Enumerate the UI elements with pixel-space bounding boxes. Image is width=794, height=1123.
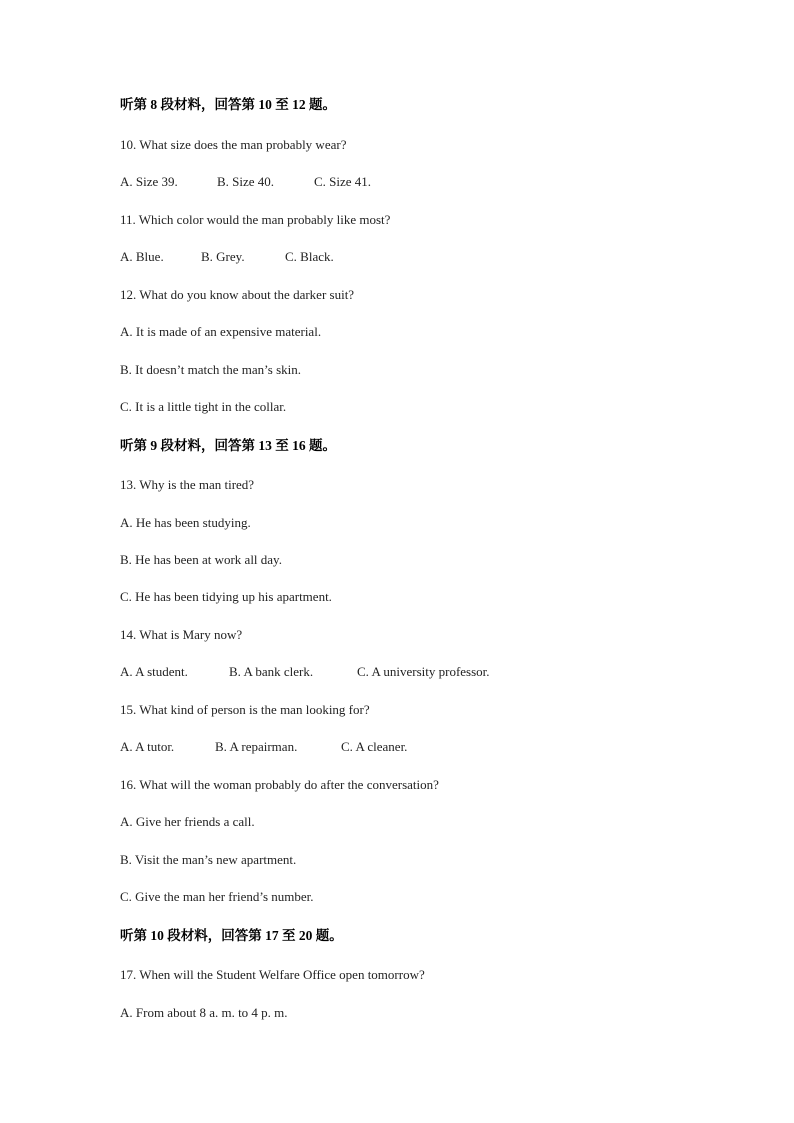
question-13-option-a: A. He has been studying. bbox=[120, 515, 251, 530]
question-16-option-a: A. Give her friends a call. bbox=[120, 814, 255, 829]
question-11-options bbox=[120, 249, 334, 265]
question-15-option-a: A. A tutor. bbox=[120, 739, 175, 754]
question-10-option-a: A. Size 39. bbox=[120, 174, 178, 189]
question-13-option-b: B. He has been at work all day. bbox=[120, 552, 282, 567]
question-15-options bbox=[120, 739, 407, 755]
question-13-option-c: C. He has been tidying up his apartment. bbox=[120, 589, 332, 604]
section-heading-9: 听第 9 段材料，回答第 13 至 16 题。 bbox=[120, 438, 336, 453]
question-15-option-c: C. A cleaner. bbox=[341, 739, 408, 754]
question-12-stem: 12. What do you know about the darker suit? bbox=[120, 287, 355, 302]
question-14-options bbox=[120, 664, 490, 680]
question-11-option-b: B. Grey. bbox=[201, 249, 245, 264]
question-13-stem: 13. Why is the man tired? bbox=[120, 477, 255, 492]
question-10-option-b: B. Size 40. bbox=[217, 174, 275, 189]
question-16-option-b: B. Visit the man’s new apartment. bbox=[120, 852, 297, 867]
question-17-stem: 17. When will the Student Welfare Office open tomorrow? bbox=[120, 967, 425, 982]
question-14-option-b: B. A bank clerk. bbox=[229, 664, 314, 679]
question-11-stem: 11. Which color would the man probably like most? bbox=[120, 212, 391, 227]
question-10-stem: 10. What size does the man probably wear? bbox=[120, 137, 347, 152]
question-11-option-c: C. Black. bbox=[285, 249, 334, 264]
question-16-stem: 16. What will the woman probably do after the conversation? bbox=[120, 777, 439, 792]
question-12-option-a: A. It is made of an expensive material. bbox=[120, 324, 322, 339]
question-14-stem: 14. What is Mary now? bbox=[120, 627, 243, 642]
question-11-option-a: A. Blue. bbox=[120, 249, 164, 264]
question-15-option-b: B. A repairman. bbox=[215, 739, 298, 754]
question-12-option-c: C. It is a little tight in the collar. bbox=[120, 399, 287, 414]
question-17-option-a: A. From about 8 a. m. to 4 p. m. bbox=[120, 1005, 288, 1020]
question-15-stem: 15. What kind of person is the man looking for? bbox=[120, 702, 370, 717]
question-16-option-c: C. Give the man her friend’s number. bbox=[120, 889, 314, 904]
question-12-option-b: B. It doesn’t match the man’s skin. bbox=[120, 362, 302, 377]
question-10-option-c: C. Size 41. bbox=[314, 174, 372, 189]
section-heading-10: 听第 10 段材料，回答第 17 至 20 题。 bbox=[120, 928, 343, 943]
question-10-options bbox=[120, 174, 371, 190]
question-14-option-a: A. A student. bbox=[120, 664, 188, 679]
question-14-option-c: C. A university professor. bbox=[357, 664, 490, 679]
section-heading-8: 听第 8 段材料，回答第 10 至 12 题。 bbox=[120, 97, 336, 112]
